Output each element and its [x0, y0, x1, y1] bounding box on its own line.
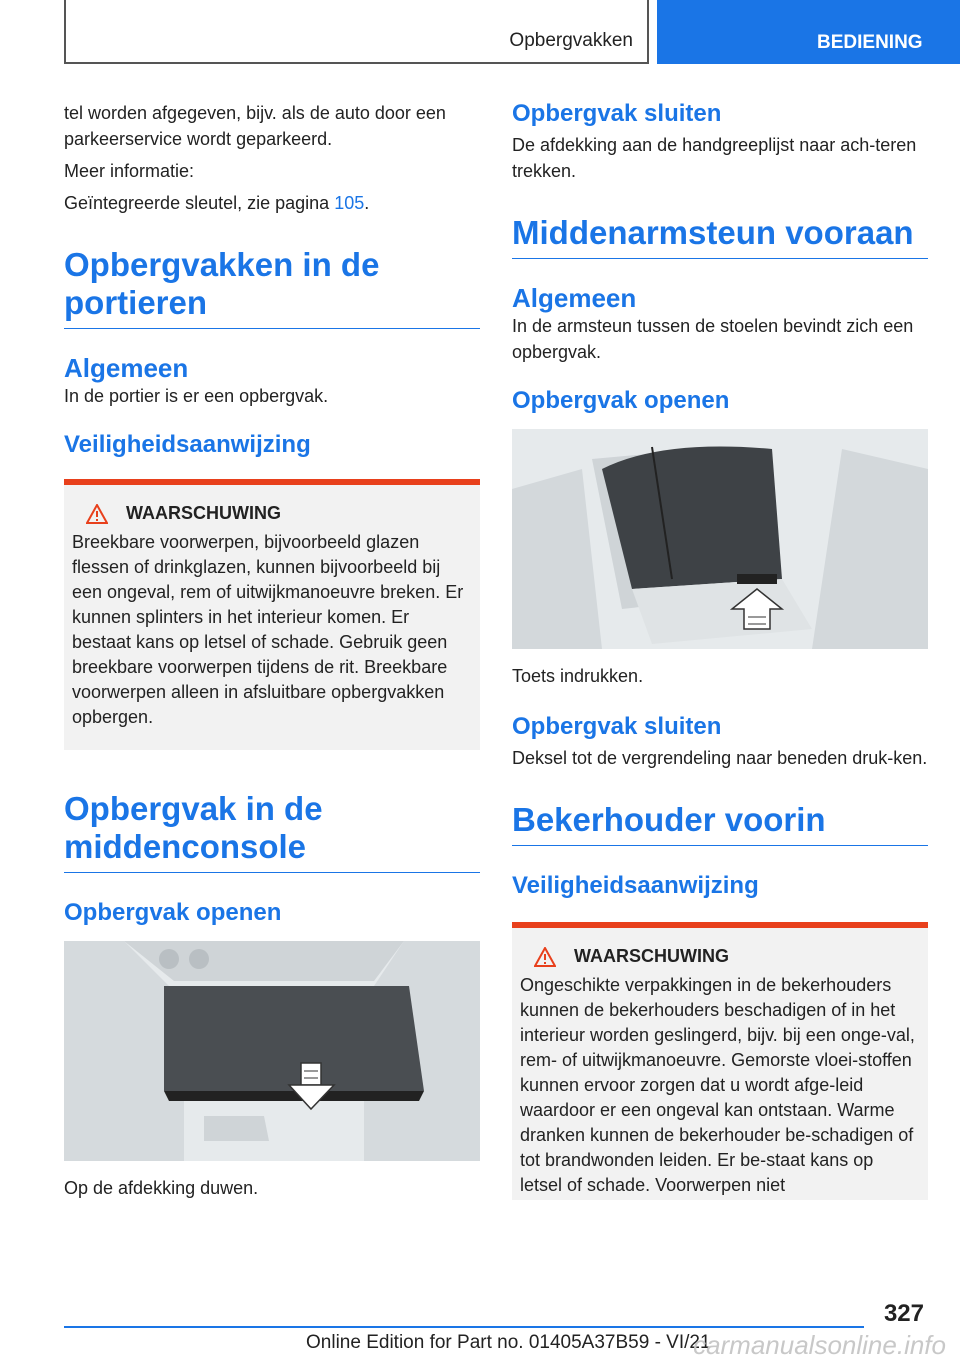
armrest-storage-illustration — [512, 429, 928, 649]
section-heading: Opbergvakken in de portieren — [64, 246, 480, 329]
section-heading: Bekerhouder voorin — [512, 801, 928, 846]
subsection-heading: Veiligheidsaanwijzing — [64, 431, 311, 458]
subsection-heading: Opbergvak openen — [64, 899, 282, 926]
warning-triangle-icon — [86, 504, 108, 524]
paragraph: In de portier is er een opbergvak. — [64, 386, 329, 406]
paragraph: tel worden afgegeven, bijv. als de auto door een parkeerservice wordt geparkeerd. — [64, 103, 446, 149]
header-section-box — [64, 0, 649, 64]
header-section-title: Opbergvakken — [509, 30, 633, 51]
subsection-heading: Opbergvak sluiten — [512, 100, 722, 127]
console-storage-illustration — [64, 941, 480, 1161]
section-heading: Middenarmsteun vooraan — [512, 214, 928, 259]
warning-box — [512, 922, 928, 1200]
cross-reference-text: Geïntegreerde sleutel, zie pagina — [64, 193, 330, 213]
subsection-heading: Opbergvak openen — [512, 387, 730, 414]
right-column — [512, 100, 928, 1200]
cross-reference — [64, 190, 480, 216]
warning-title: WAARSCHUWING — [126, 503, 281, 523]
warning-title: WAARSCHUWING — [574, 946, 729, 966]
warning-text: Breekbare voorwerpen, bijvoorbeeld glazen flessen of drinkglazen, kunnen bijvoorbeeld bij een ongeval, rem of uitwijkmanoeuvre breken. Er kunnen splinters in het interieur komen. Er bestaat kans op letsel of schade. Gebruik geen breekbare voorwerpen tijdens de rit. Breekbare voorwerpen alleen in afsluitbare opbergvakken opbergen. — [72, 532, 464, 727]
warning-header — [72, 503, 472, 524]
edition-note: Online Edition for Part no. 01405A37B59 - VI/21 — [306, 1332, 711, 1353]
subsection-heading: Veiligheidsaanwijzing — [512, 872, 759, 899]
paragraph: In de armsteun tussen de stoelen bevindt zich een opbergvak. — [512, 316, 914, 362]
warning-box — [64, 479, 480, 750]
subsection-heading: Opbergvak sluiten — [512, 713, 722, 740]
figure-caption: Toets indrukken. — [512, 666, 644, 686]
figure-caption: Op de afdekking duwen. — [64, 1178, 259, 1198]
header-chapter-tab[interactable] — [657, 0, 960, 64]
page-link[interactable]: 105 — [334, 193, 365, 213]
warning-triangle-icon — [534, 947, 556, 967]
watermark: carmanualsonline.info — [693, 1330, 946, 1360]
section-heading: Opbergvak in de middenconsole — [64, 790, 480, 873]
cross-reference-end: . — [364, 193, 370, 213]
warning-header — [520, 946, 920, 967]
paragraph: De afdekking aan de handgreeplijst naar ach-teren trekken. — [512, 135, 917, 181]
page-number: 327 — [883, 1300, 924, 1327]
paragraph: Deksel tot de vergrendeling naar beneden druk-ken. — [512, 748, 928, 768]
left-column — [64, 100, 480, 1201]
subsection-heading: Algemeen — [512, 283, 637, 313]
paragraph: Meer informatie: — [64, 161, 195, 181]
warning-text: Ongeschikte verpakkingen in de bekerhouders kunnen de bekerhouders beschadigen of in het interieur worden geslingerd, bijv. bij een onge-val, rem- of uitwijkmanoeuvre. Gemorste vloei-stoffen kunnen ervoor zorgen dat u wordt afge-leid waardoor er een ongeval kan ontstaan. Warme dranken kunnen de bekerhouder be-schadigen of tot brandwonden leiden. Er be-staat kans op letsel of schade. Voorwerpen niet — [520, 975, 915, 1195]
header-chapter-label: BEDIENING — [817, 32, 923, 53]
footer-divider — [64, 1326, 864, 1328]
subsection-heading: Algemeen — [64, 353, 189, 383]
